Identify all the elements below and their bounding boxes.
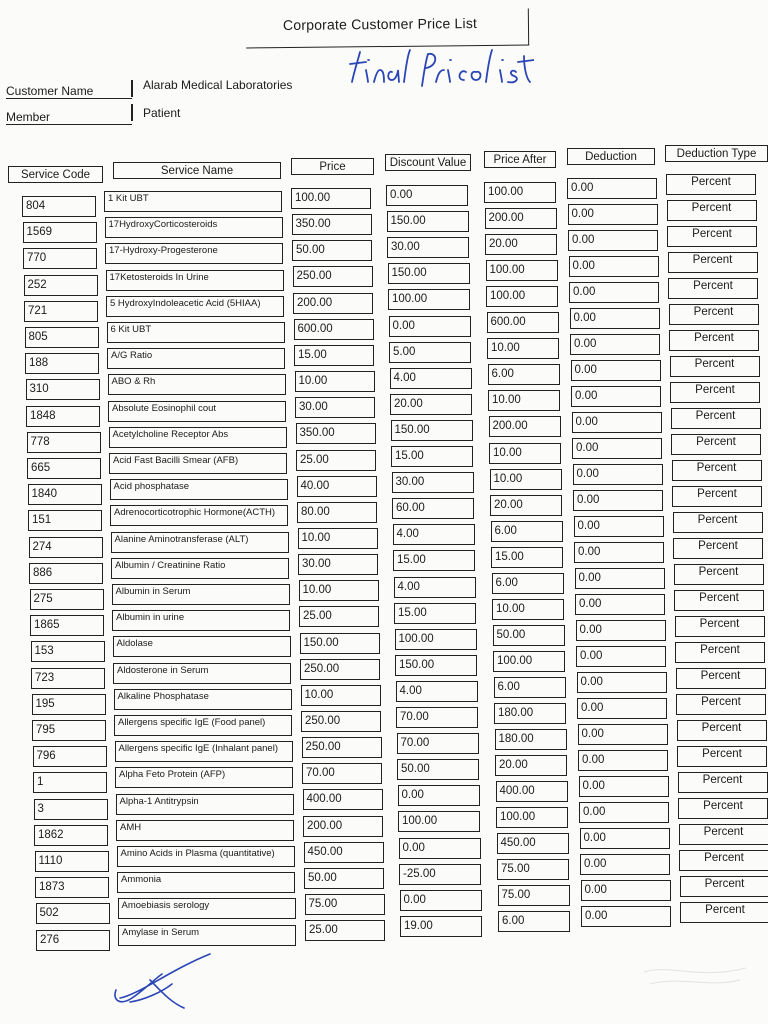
cell-code: 795	[32, 720, 106, 741]
cell-discount: 15.00	[393, 550, 475, 571]
cell-price: 75.00	[305, 894, 385, 915]
cell-code: 1862	[34, 825, 108, 846]
cell-code: 805	[25, 327, 99, 348]
cell-type: Percent	[668, 252, 758, 273]
cell-type: Percent	[668, 278, 758, 299]
signature	[110, 950, 220, 1010]
cell-name: 17HydroxyCorticosteroids	[105, 217, 283, 238]
cell-code: 188	[25, 353, 99, 374]
cell-type: Percent	[670, 382, 760, 403]
cell-discount: 4.00	[390, 368, 472, 389]
cell-name: AMH	[116, 820, 294, 841]
cell-deduction: 0.00	[578, 750, 668, 771]
cell-after: 400.00	[496, 781, 568, 802]
cell-name: Alkaline Phosphatase	[114, 689, 292, 710]
cell-deduction: 0.00	[579, 776, 669, 797]
cell-after: 15.00	[491, 547, 563, 568]
cell-after: 75.00	[497, 859, 569, 880]
cell-type: Percent	[675, 642, 765, 663]
cell-price: 100.00	[291, 188, 371, 209]
cell-discount: 70.00	[397, 733, 479, 754]
cell-discount: 0.00	[400, 890, 482, 911]
cell-after: 100.00	[493, 651, 565, 672]
cell-code: 721	[24, 301, 98, 322]
cell-price: 30.00	[295, 397, 375, 418]
cell-code: 1	[33, 772, 107, 793]
cell-price: 250.00	[300, 659, 380, 680]
cell-deduction: 0.00	[581, 906, 671, 927]
cell-code: 886	[29, 563, 103, 584]
cell-deduction: 0.00	[571, 386, 661, 407]
cell-type: Percent	[674, 590, 764, 611]
cell-price: 350.00	[292, 214, 372, 235]
cell-type: Percent	[671, 434, 761, 455]
cell-code: 778	[27, 432, 101, 453]
cell-after: 50.00	[493, 625, 565, 646]
cell-after: 450.00	[497, 833, 569, 854]
cell-name: Ammonia	[117, 872, 295, 893]
cell-discount: 60.00	[392, 498, 474, 519]
cell-type: Percent	[676, 694, 766, 715]
cell-after: 10.00	[492, 599, 564, 620]
cell-type: Percent	[669, 304, 759, 325]
cell-price: 200.00	[303, 816, 383, 837]
cell-deduction: 0.00	[568, 230, 658, 251]
cell-after: 20.00	[485, 234, 557, 255]
cell-name: 1 Kit UBT	[104, 191, 282, 212]
cell-code: 3	[34, 799, 108, 820]
cell-price: 80.00	[297, 502, 377, 523]
cell-name: Amino Acids in Plasma (quantitative)	[117, 846, 295, 867]
cell-discount: 30.00	[387, 237, 469, 258]
cell-discount: 50.00	[397, 759, 479, 780]
cell-type: Percent	[667, 200, 757, 221]
cell-code: 153	[31, 641, 105, 662]
cell-price: 200.00	[293, 293, 373, 314]
cell-type: Percent	[667, 226, 757, 247]
cell-code: 276	[36, 930, 110, 951]
cell-name: A/G Ratio	[107, 348, 285, 369]
header-deduction: Deduction	[567, 148, 655, 165]
cell-name: Acid phosphatase	[110, 479, 288, 500]
cell-name: Acid Fast Bacilli Smear (AFB)	[109, 453, 287, 474]
cell-name: Alanine Aminotransferase (ALT)	[111, 532, 289, 553]
cell-type: Percent	[675, 616, 765, 637]
cell-price: 250.00	[301, 711, 381, 732]
cell-code: 252	[24, 275, 98, 296]
cell-after: 10.00	[489, 443, 561, 464]
cell-after: 180.00	[495, 729, 567, 750]
cell-price: 50.00	[304, 868, 384, 889]
member-label: Member	[6, 110, 132, 125]
cell-deduction: 0.00	[567, 178, 657, 199]
cell-deduction: 0.00	[573, 464, 663, 485]
cell-price: 25.00	[296, 450, 376, 471]
cell-after: 200.00	[485, 208, 557, 229]
cell-deduction: 0.00	[571, 360, 661, 381]
cell-price: 50.00	[292, 240, 372, 261]
cell-name: Amoebiasis serology	[118, 898, 296, 919]
label-divider	[131, 80, 133, 97]
cell-price: 10.00	[301, 685, 381, 706]
cell-name: Aldosterone in Serum	[113, 663, 291, 684]
cell-after: 100.00	[486, 260, 558, 281]
cell-price: 40.00	[297, 476, 377, 497]
customer-name-value: Alarab Medical Laboratories	[143, 78, 293, 92]
cell-price: 15.00	[294, 345, 374, 366]
cell-discount: 100.00	[398, 811, 480, 832]
cell-after: 10.00	[490, 469, 562, 490]
cell-discount: 150.00	[395, 655, 477, 676]
cell-deduction: 0.00	[570, 308, 660, 329]
cell-price: 70.00	[302, 763, 382, 784]
cell-name: Albumin in Serum	[112, 584, 290, 605]
cell-price: 600.00	[294, 319, 374, 340]
customer-name-label: Customer Name	[6, 84, 132, 99]
cell-after: 6.00	[492, 573, 564, 594]
cell-deduction: 0.00	[580, 854, 670, 875]
cell-deduction: 0.00	[576, 646, 666, 667]
cell-code: 665	[27, 458, 101, 479]
cell-after: 20.00	[495, 755, 567, 776]
cell-price: 25.00	[305, 920, 385, 941]
cell-type: Percent	[677, 746, 767, 767]
cell-price: 30.00	[298, 554, 378, 575]
cell-discount: 0.00	[389, 316, 471, 337]
cell-after: 100.00	[496, 807, 568, 828]
cell-name: Aldolase	[113, 636, 291, 657]
cell-price: 10.00	[295, 371, 375, 392]
cell-deduction: 0.00	[570, 334, 660, 355]
cell-type: Percent	[670, 356, 760, 377]
cell-name: ABO & Rh	[108, 374, 286, 395]
cell-after: 20.00	[490, 495, 562, 516]
cell-deduction: 0.00	[568, 204, 658, 225]
cell-price: 350.00	[296, 423, 376, 444]
cell-after: 180.00	[494, 703, 566, 724]
cell-deduction: 0.00	[578, 724, 668, 745]
cell-code: 723	[31, 668, 105, 689]
cell-name: 5 HydroxyIndoleacetic Acid (5HIAA)	[106, 296, 284, 317]
cell-name: 17Ketosteroids In Urine	[106, 270, 284, 291]
cell-type: Percent	[680, 876, 768, 897]
cell-discount: 5.00	[389, 342, 471, 363]
cell-after: 100.00	[486, 286, 558, 307]
cell-name: Amylase in Serum	[118, 925, 296, 946]
cell-type: Percent	[666, 174, 756, 195]
cell-price: 10.00	[299, 580, 379, 601]
cell-type: Percent	[673, 538, 763, 559]
cell-discount: 15.00	[391, 446, 473, 467]
cell-discount: 0.00	[398, 785, 480, 806]
cell-code: 1110	[35, 851, 109, 872]
cell-price: 400.00	[303, 789, 383, 810]
cell-after: 6.00	[494, 677, 566, 698]
cell-deduction: 0.00	[579, 802, 669, 823]
cell-code: 1569	[23, 222, 97, 243]
header-deduction-type: Deduction Type	[665, 145, 768, 162]
cell-discount: 0.00	[386, 185, 468, 206]
cell-name: Albumin in urine	[112, 610, 290, 631]
cell-deduction: 0.00	[574, 542, 664, 563]
cell-discount: -25.00	[399, 864, 481, 885]
cell-discount: 4.00	[396, 681, 478, 702]
cell-deduction: 0.00	[569, 256, 659, 277]
cell-discount: 20.00	[390, 394, 472, 415]
cell-name: Allergens specific IgE (Food panel)	[114, 715, 292, 736]
cell-after: 6.00	[491, 521, 563, 542]
cell-discount: 150.00	[388, 263, 470, 284]
cell-discount: 70.00	[396, 707, 478, 728]
header-service-code: Service Code	[8, 166, 103, 183]
cell-code: 275	[30, 589, 104, 610]
cell-code: 502	[36, 903, 110, 924]
cell-code: 195	[32, 694, 106, 715]
cell-type: Percent	[679, 850, 768, 871]
cell-after: 200.00	[489, 416, 561, 437]
cell-deduction: 0.00	[572, 438, 662, 459]
cell-deduction: 0.00	[580, 828, 670, 849]
cell-type: Percent	[680, 902, 768, 923]
cell-code: 796	[33, 746, 107, 767]
cell-name: 6 Kit UBT	[107, 322, 285, 343]
cell-deduction: 0.00	[573, 490, 663, 511]
cell-after: 10.00	[488, 390, 560, 411]
header-service-name: Service Name	[113, 162, 281, 179]
cell-code: 310	[26, 379, 100, 400]
cell-code: 1865	[30, 615, 104, 636]
paper-mark	[640, 960, 750, 990]
cell-type: Percent	[672, 460, 762, 481]
cell-type: Percent	[674, 564, 764, 585]
cell-type: Percent	[669, 330, 759, 351]
cell-code: 151	[28, 510, 102, 531]
cell-name: Allergens specific IgE (Inhalant panel)	[115, 741, 293, 762]
cell-deduction: 0.00	[577, 698, 667, 719]
cell-name: Alpha-1 Antitrypsin	[116, 794, 294, 815]
cell-name: Alpha Feto Protein (AFP)	[115, 767, 293, 788]
cell-deduction: 0.00	[569, 282, 659, 303]
cell-type: Percent	[678, 798, 768, 819]
cell-code: 804	[22, 196, 96, 217]
cell-type: Percent	[672, 486, 762, 507]
cell-code: 274	[29, 537, 103, 558]
cell-type: Percent	[676, 668, 766, 689]
cell-after: 75.00	[498, 885, 570, 906]
cell-discount: 15.00	[394, 603, 476, 624]
cell-code: 1840	[28, 484, 102, 505]
cell-price: 25.00	[299, 606, 379, 627]
cell-code: 770	[23, 248, 97, 269]
cell-deduction: 0.00	[572, 412, 662, 433]
cell-code: 1848	[26, 406, 100, 427]
header-discount-value: Discount Value	[385, 154, 471, 171]
page-title: Corporate Customer Price List	[282, 14, 478, 34]
cell-discount: 150.00	[387, 211, 469, 232]
cell-type: Percent	[679, 824, 768, 845]
cell-discount: 30.00	[392, 472, 474, 493]
cell-after: 600.00	[487, 312, 559, 333]
cell-discount: 100.00	[388, 289, 470, 310]
header-price: Price	[291, 158, 374, 175]
cell-name: 17-Hydroxy-Progesterone	[105, 243, 283, 264]
cell-type: Percent	[678, 772, 768, 793]
cell-price: 250.00	[293, 266, 373, 287]
cell-price: 450.00	[304, 842, 384, 863]
cell-discount: 150.00	[391, 420, 473, 441]
cell-discount: 0.00	[399, 838, 481, 859]
cell-after: 100.00	[484, 182, 556, 203]
cell-type: Percent	[673, 512, 763, 533]
member-value: Patient	[143, 106, 181, 120]
cell-type: Percent	[671, 408, 761, 429]
cell-discount: 4.00	[393, 524, 475, 545]
cell-type: Percent	[677, 720, 767, 741]
cell-deduction: 0.00	[575, 594, 665, 615]
cell-price: 250.00	[302, 737, 382, 758]
cell-code: 1873	[35, 877, 109, 898]
cell-deduction: 0.00	[581, 880, 671, 901]
cell-discount: 4.00	[394, 577, 476, 598]
cell-deduction: 0.00	[576, 620, 666, 641]
label-divider	[131, 104, 133, 121]
cell-name: Adrenocorticotrophic Hormone(ACTH)	[110, 505, 288, 526]
cell-after: 10.00	[487, 338, 559, 359]
cell-discount: 100.00	[395, 629, 477, 650]
cell-name: Absolute Eosinophil cout	[108, 401, 286, 422]
cell-deduction: 0.00	[574, 516, 664, 537]
cell-deduction: 0.00	[577, 672, 667, 693]
cell-after: 6.00	[498, 911, 570, 932]
handwritten-note	[344, 46, 534, 90]
cell-price: 10.00	[298, 528, 378, 549]
header-price-after: Price After	[484, 151, 556, 168]
cell-discount: 19.00	[400, 916, 482, 937]
cell-name: Albumin / Creatinine Ratio	[111, 558, 289, 579]
cell-name: Acetylcholine Receptor Abs	[109, 427, 287, 448]
cell-after: 6.00	[488, 364, 560, 385]
cell-price: 150.00	[300, 633, 380, 654]
cell-deduction: 0.00	[575, 568, 665, 589]
